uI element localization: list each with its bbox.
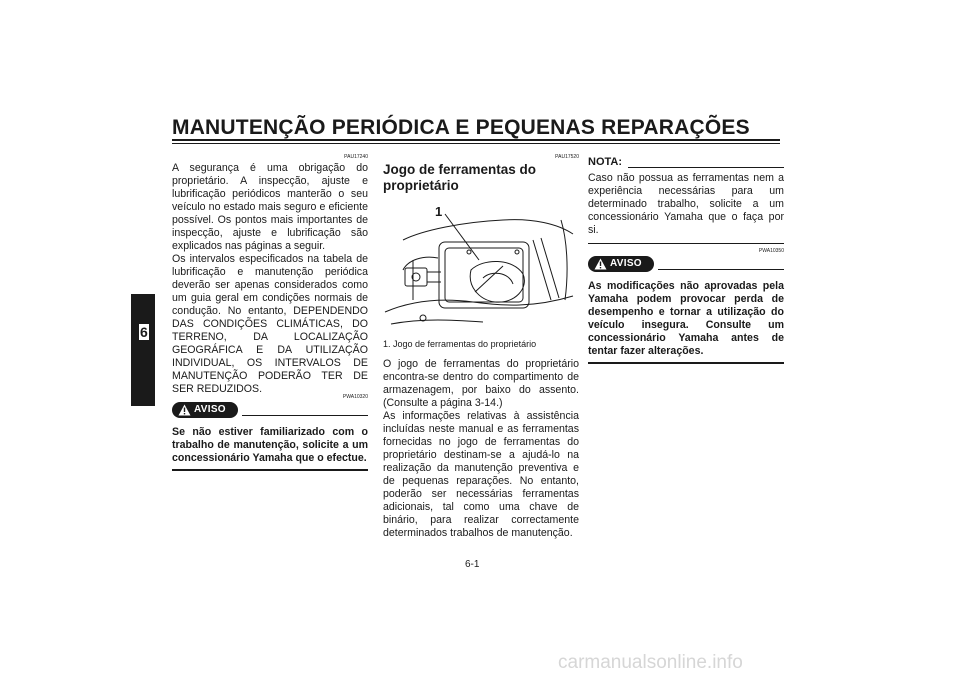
note-header xyxy=(588,156,784,172)
warning-end-rule xyxy=(588,362,784,364)
column-toolkit xyxy=(383,150,579,540)
warning-text: As modificações não aprovadas pela Yamaha podem provocar perda de desempenho e tornar a utilização do veículo insegura. Consulte um concessionário Yamaha antes de tentar fazer alterações. xyxy=(588,280,784,357)
figure-caption: 1. Jogo de ferramentas do proprietário xyxy=(383,339,537,349)
toolkit-illustration xyxy=(383,200,579,335)
section-code: PAU17240 xyxy=(344,154,368,160)
note-end-rule xyxy=(588,243,784,244)
intro-paragraph-1: A segurança é uma obrigação do proprietário. A inspecção, ajuste e lubrificação periódicos manterão o seu veículo no estado mais seguro e eficiente possível. Os pontos mais importantes de inspecção, ajuste e lubrificação são explicados nas páginas a seguir. xyxy=(172,162,368,252)
section-code: PAU17520 xyxy=(555,154,579,160)
warning-badge xyxy=(172,402,238,418)
header-rule xyxy=(172,139,780,141)
warning-label: AVISO xyxy=(610,258,642,269)
warning-rule xyxy=(658,269,784,270)
warning-text: Se não estiver familiarizado com o trabalho de manutenção, solicite a um concessionário Yamaha que o efectue. xyxy=(172,426,368,464)
warning-triangle-icon xyxy=(178,404,191,416)
column-notes xyxy=(588,150,784,364)
warning-label: AVISO xyxy=(194,404,226,415)
warning-end-rule xyxy=(172,469,368,471)
chapter-number: 6 xyxy=(140,324,148,340)
note-rule xyxy=(628,167,784,168)
warning-header xyxy=(588,248,784,274)
page-number: 6-1 xyxy=(465,559,480,570)
chapter-tab xyxy=(131,294,155,406)
column-intro xyxy=(172,150,368,471)
toolkit-paragraph-2: As informações relativas à assistência incluídas neste manual e as ferramentas fornecidas no jogo de ferramentas do proprietário destinam-se a ajudá-lo na realização da manutenção preventiva e de pequenas reparações. No entanto, poderão ser necessárias ferramentas adicionais, tal como uma chave de binário, para realizar correctamente determinados trabalhos de manutenção. xyxy=(383,410,579,539)
toolkit-text xyxy=(383,358,579,540)
warning-code: PWA10320 xyxy=(342,394,368,400)
warning-header xyxy=(172,394,368,420)
intro-text xyxy=(172,162,368,396)
note-label: NOTA: xyxy=(588,156,623,168)
intro-paragraph-2: Os intervalos especificados na tabela de lubrificação e manutenção periódica deverão ser apenas considerados como um guia geral em condições normais de condução. No entanto, DEPENDENDO DAS CONDIÇÕES CLIMÁTICAS, DO TERRENO, DA LOCALIZAÇÃO GEOGRÁFICA E DA UTILIZAÇÃO INDIVIDUAL, OS INTERVALOS DE MANUTENÇÃO PODERÃO TER DE SER REDUZIDOS. xyxy=(172,253,368,395)
toolkit-paragraph-1: O jogo de ferramentas do proprietário encontra-se dentro do compartimento de armazenagem, por baixo do assento. (Consulte a página 3-14.) xyxy=(383,358,579,409)
warning-badge xyxy=(588,256,654,272)
toolkit-drawing xyxy=(383,200,579,335)
section-title: Jogo de ferramentas do proprietário xyxy=(383,162,537,193)
watermark: carmanualsonline.info xyxy=(558,652,743,673)
note-text: Caso não possua as ferramentas nem a experiência necessárias para um determinado trabalho, solicite a um concessionário Yamaha que o faça por si. xyxy=(588,172,784,236)
header-rule-thin xyxy=(172,143,780,144)
page-title: MANUTENÇÃO PERIÓDICA E PEQUENAS REPARAÇÕES xyxy=(172,116,750,139)
warning-rule xyxy=(242,415,368,416)
warning-triangle-icon xyxy=(594,258,607,270)
figure-callout-number: 1 xyxy=(435,204,443,219)
warning-code: PWA10350 xyxy=(758,248,784,254)
